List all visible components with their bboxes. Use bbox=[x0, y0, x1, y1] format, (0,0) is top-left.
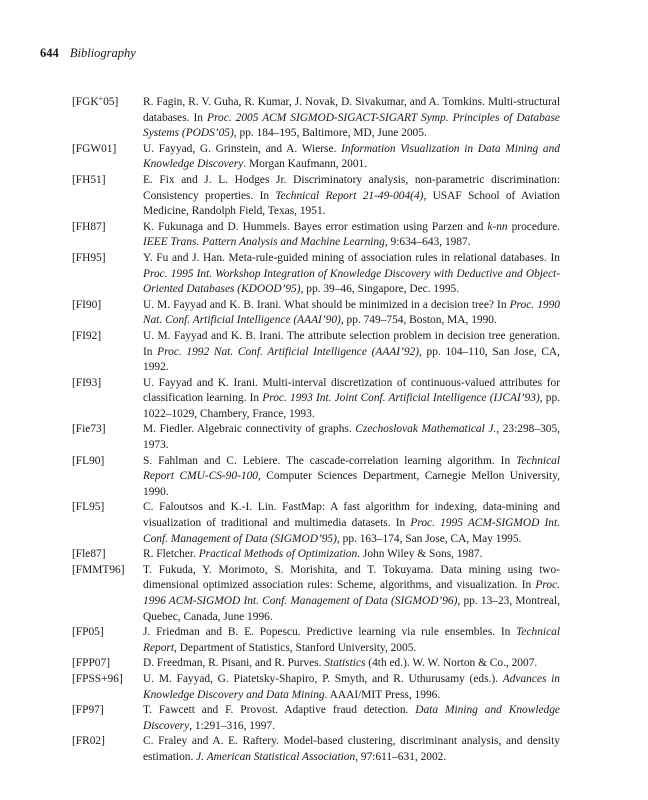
bib-entry bbox=[72, 672, 560, 703]
bib-entry bbox=[72, 563, 560, 625]
bib-text bbox=[143, 455, 560, 498]
bib-text bbox=[143, 673, 560, 701]
bib-segment: , Department of Statistics, Stanford University, 2005. bbox=[174, 641, 417, 654]
bib-segment: R. Fagin, R. V. Guha, R. Kumar, J. Novak, D. Sivakumar, and A. Tomkins. Multi-structural databases. In bbox=[143, 96, 560, 124]
bib-key-label: Fle87 bbox=[75, 548, 102, 561]
bib-key: [FL90] bbox=[72, 454, 105, 467]
bib-italic-segment: Czechoslovak Mathematical J. bbox=[355, 423, 497, 436]
bib-segment: procedure. bbox=[507, 220, 560, 233]
bib-segment: E. Fix and J. L. Hodges Jr. Discriminatory analysis, non-parametric discrimination: Consistency properties. In bbox=[143, 173, 560, 202]
bib-italic-segment: Statistics bbox=[324, 657, 366, 670]
bib-segment: J. Friedman and B. E. Popescu. Predictive learning via rule ensembles. In bbox=[143, 626, 517, 639]
bib-italic-segment: J. American Statistical Association bbox=[196, 750, 356, 763]
bib-entry bbox=[72, 625, 560, 656]
bib-italic-segment: Technical Report 21-49-004(4) bbox=[275, 189, 424, 202]
bib-text bbox=[143, 423, 560, 451]
bib-text bbox=[143, 564, 560, 623]
bib-segment: T. Fukuda, Y. Morimoto, S. Morishita, and T. Tokuyama. Data mining using two-dimensional optimized association rules: Scheme, algorithms, and visualization. In bbox=[143, 563, 560, 592]
bib-segment: U. M. Fayyad and K. B. Irani. The attribute selection problem in decision tree generation. In bbox=[143, 329, 560, 358]
bib-key-label: FPP07 bbox=[75, 657, 107, 670]
bib-entry bbox=[72, 703, 560, 734]
bib-segment: , pp. 13–23, Montreal, Quebec, Canada, June 1996. bbox=[143, 595, 560, 623]
bib-text bbox=[143, 548, 482, 560]
bib-key: [FH51] bbox=[72, 173, 106, 186]
bib-italic-segment: Information Visualization in Data Mining and Knowledge Discovery bbox=[143, 142, 560, 171]
bib-italic-segment: IEEE Trans. Pattern Analysis and Machine Learning bbox=[143, 236, 385, 249]
bib-italic-segment: k-nn bbox=[487, 220, 508, 233]
bib-italic-segment: Proc. 1996 ACM-SIGMOD Int. Conf. Management of Data (SIGMOD’96) bbox=[143, 579, 560, 607]
bib-italic-segment: Proc. 1990 Nat. Conf. Artificial Intelligence (AAAI’90) bbox=[143, 298, 560, 327]
bib-text bbox=[143, 143, 560, 171]
bib-key-label: FP05 bbox=[75, 626, 100, 639]
bib-key: [FP97] bbox=[72, 704, 104, 717]
bib-key-label: FI93 bbox=[75, 376, 98, 389]
bib-entry bbox=[72, 329, 560, 376]
bib-segment: K. Fukunaga and D. Hummels. Bayes error estimation using Parzen and bbox=[143, 220, 488, 233]
bib-segment: , USAF School of Aviation Medicine, Randolph Field, Texas, 1951. bbox=[143, 189, 560, 218]
bib-italic-segment: Proc. 1995 ACM-SIGMOD Int. Conf. Management of Data (SIGMOD’95) bbox=[143, 517, 560, 545]
bib-italic-segment: Data Mining and Knowledge Discovery bbox=[143, 704, 560, 732]
bib-text bbox=[143, 657, 537, 669]
bib-segment: , 9:634–643, 1987. bbox=[384, 236, 471, 249]
bib-segment: U. M. Fayyad and K. B. Irani. What should be minimized in a decision tree? In bbox=[143, 298, 510, 311]
bib-entry bbox=[72, 734, 560, 765]
bib-key: [Fle87] bbox=[72, 548, 106, 561]
page-header bbox=[40, 46, 136, 61]
bib-segment: U. Fayyad, G. Grinstein, and A. Wierse. bbox=[143, 142, 342, 155]
bib-segment: R. Fletcher. bbox=[143, 548, 199, 561]
bib-text bbox=[143, 626, 560, 654]
bib-segment: M. Fiedler. Algebraic connectivity of graphs. bbox=[143, 423, 356, 436]
bib-entry bbox=[72, 173, 560, 220]
bib-segment: , 97:611–631, 2002. bbox=[355, 750, 447, 763]
bib-segment: . John Wiley & Sons, 1987. bbox=[357, 548, 483, 561]
bib-segment: , pp. 749–754, Boston, MA, 1990. bbox=[340, 314, 497, 327]
bib-segment: , pp. 104–110, San Jose, CA, 1992. bbox=[143, 345, 560, 374]
bib-key-label: FH87 bbox=[75, 220, 102, 233]
bib-key: [FH87] bbox=[72, 220, 106, 233]
bib-entry bbox=[72, 500, 560, 547]
bib-key: [FGW01] bbox=[72, 142, 117, 155]
bib-key: [FPSS+96] bbox=[72, 672, 123, 685]
bib-key-label: Fie73 bbox=[75, 423, 102, 436]
bib-entry bbox=[72, 454, 560, 501]
bib-italic-segment: Proc. 1995 Int. Workshop Integration of Knowledge Discovery with Deductive and Object-Oriented Databases (KDOOD’95) bbox=[143, 267, 560, 296]
bib-segment: , pp. 163–174, San Jose, CA, May 1995. bbox=[336, 532, 522, 545]
bib-entry bbox=[72, 251, 560, 298]
bib-italic-segment: Advances in Knowledge Discovery and Data Mining bbox=[143, 672, 560, 701]
bib-key-label: FGW01 bbox=[75, 142, 113, 155]
bib-text bbox=[143, 330, 560, 373]
bib-key-label: FMMT96 bbox=[75, 563, 121, 576]
bib-key-superscript: + bbox=[98, 94, 104, 103]
bib-key-label: FP97 bbox=[75, 704, 100, 717]
bib-key: [FGK+05] bbox=[72, 94, 119, 108]
bib-segment: U. M. Fayyad, G. Piatetsky-Shapiro, P. Smyth, and R. Uthurusamy (eds.). bbox=[143, 672, 503, 685]
bib-key-label: FPSS+96 bbox=[75, 672, 119, 685]
bib-key-label: FI92 bbox=[75, 329, 98, 342]
bib-key: [FP05] bbox=[72, 626, 104, 639]
bib-segment: C. Fraley and A. E. Raftery. Model-based clustering, discriminant analysis, and density estimation. bbox=[143, 735, 560, 763]
bib-italic-segment: Proc. 2005 ACM SIGMOD-SIGACT-SIGART Symp. Principles of Database Systems (PODS’05) bbox=[143, 111, 560, 140]
bib-key: [FI92] bbox=[72, 329, 102, 342]
bib-segment: C. Faloutsos and K.-I. Lin. FastMap: A fast algorithm for indexing, data-mining and visualization of traditional and multimedia datasets. In bbox=[143, 501, 560, 530]
bib-key-label: FH51 bbox=[75, 173, 102, 186]
bib-text bbox=[143, 252, 560, 295]
bib-key: [FH95] bbox=[72, 251, 106, 264]
bib-key: [FMMT96] bbox=[72, 563, 125, 576]
bib-key-label: FGK bbox=[75, 96, 99, 108]
bib-key: [FI93] bbox=[72, 376, 102, 389]
bib-segment: , 23:298–305, 1973. bbox=[143, 423, 561, 452]
bib-segment: , pp. 184–195, Baltimore, MD, June 2005. bbox=[233, 127, 427, 140]
bib-entry bbox=[72, 95, 560, 142]
bib-segment: , pp. 1022–1029, Chambery, France, 1993. bbox=[143, 392, 560, 420]
bib-key-label: FR02 bbox=[75, 735, 102, 748]
bib-italic-segment: Technical Report bbox=[143, 626, 560, 654]
bib-key: [Fie73] bbox=[72, 423, 106, 436]
bib-italic-segment: Proc. 1992 Nat. Conf. Artificial Intelligence (AAAI’92) bbox=[157, 345, 420, 358]
bib-segment: , Computer Sciences Department, Carnegie Mellon University, 1990. bbox=[143, 470, 561, 498]
bib-text bbox=[143, 174, 560, 217]
bib-text bbox=[143, 704, 560, 732]
bib-segment: T. Fawcett and F. Provost. Adaptive fraud detection. bbox=[143, 704, 416, 717]
bib-text bbox=[143, 377, 560, 420]
bib-entry bbox=[72, 547, 560, 563]
bib-segment: S. Fahlman and C. Lebiere. The cascade-correlation learning algorithm. In bbox=[143, 454, 517, 467]
bib-entry bbox=[72, 376, 560, 423]
bib-segment: U. Fayyad and K. Irani. Multi-interval discretization of continuous-valued attributes for classification learning. In bbox=[143, 376, 560, 405]
bib-entry bbox=[72, 422, 560, 453]
bib-key: [FL95] bbox=[72, 501, 105, 514]
bib-entry bbox=[72, 298, 560, 329]
bib-entry bbox=[72, 142, 560, 173]
bib-segment: . Morgan Kaufmann, 2001. bbox=[243, 158, 368, 171]
bib-text bbox=[143, 221, 560, 249]
page-number: 644 bbox=[40, 46, 59, 60]
bib-segment: D. Freedman, R. Pisani, and R. Purves. bbox=[143, 657, 325, 670]
bib-key-label: FL95 bbox=[75, 501, 101, 514]
bib-text bbox=[143, 299, 560, 327]
bib-text bbox=[143, 735, 560, 763]
bibliography-list bbox=[72, 95, 560, 766]
bib-key-label: FH95 bbox=[75, 251, 102, 264]
bib-italic-segment: Proc. 1993 Int. Joint Conf. Artificial Intelligence (IJCAI’93) bbox=[262, 392, 540, 405]
bib-entry bbox=[72, 220, 560, 251]
bib-key: [FPP07] bbox=[72, 657, 110, 670]
bib-italic-segment: Practical Methods of Optimization bbox=[198, 548, 358, 561]
bib-key: [FR02] bbox=[72, 735, 105, 748]
bib-text bbox=[143, 96, 560, 139]
bib-segment: Y. Fu and J. Han. Meta-rule-guided mining of association rules in relational databases. In bbox=[143, 251, 560, 264]
bib-segment: , 1:291–316, 1997. bbox=[189, 719, 275, 732]
bib-key: [FI90] bbox=[72, 298, 102, 311]
bib-key-suffix: 05 bbox=[103, 96, 115, 108]
bib-segment: , pp. 39–46, Singapore, Dec. 1995. bbox=[300, 283, 460, 296]
bib-segment: . AAAI/MIT Press, 1996. bbox=[324, 688, 441, 701]
bib-segment: (4th ed.). W. W. Norton & Co., 2007. bbox=[365, 657, 538, 670]
bib-text bbox=[143, 501, 560, 544]
bib-entry bbox=[72, 656, 560, 672]
bib-key-label: FI90 bbox=[75, 298, 98, 311]
bib-key-label: FL90 bbox=[75, 454, 101, 467]
running-title: Bibliography bbox=[69, 46, 136, 60]
bib-italic-segment: Technical Report CMU-CS-90-100 bbox=[143, 454, 560, 483]
